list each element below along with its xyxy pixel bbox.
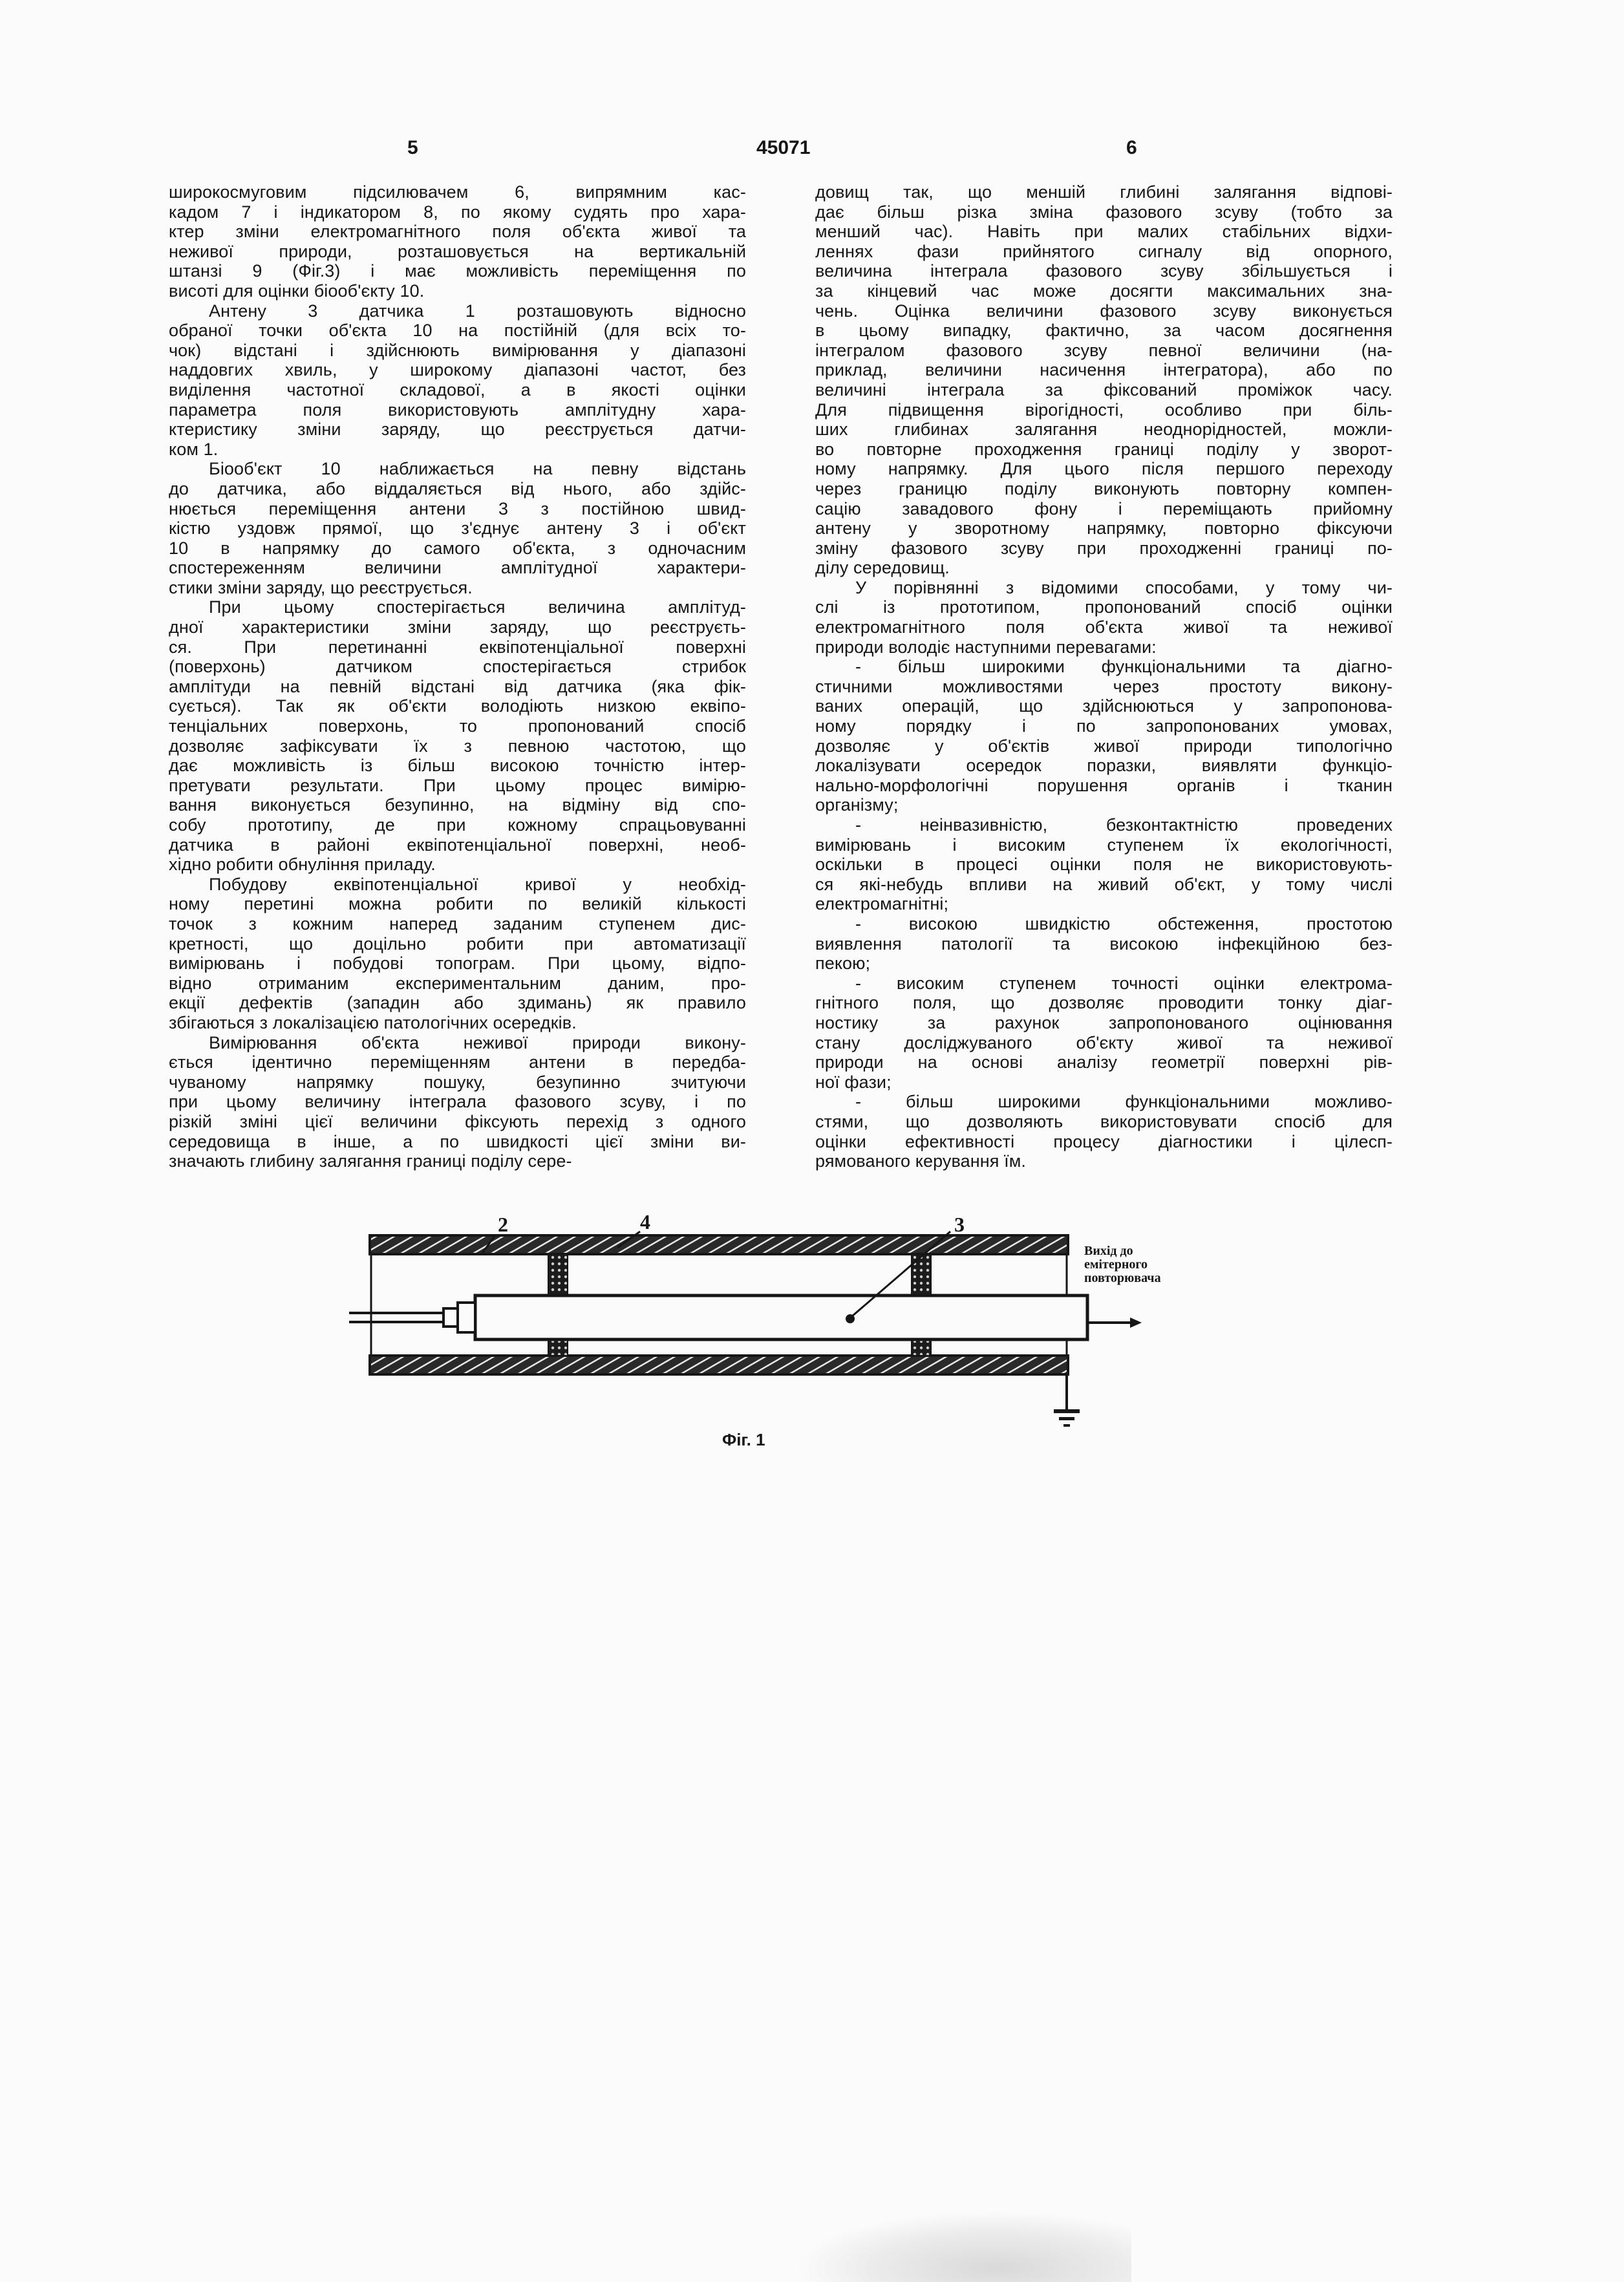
- text-line: Побудову еквіпотенціальної кривої у необхід-: [209, 874, 746, 894]
- label-insulator-4: 4: [640, 1210, 650, 1233]
- text-line: неживої природи, розташовується на вертикальній: [169, 241, 746, 261]
- text-line: оскільки в процесі оцінки поля не використовують-: [815, 855, 1393, 875]
- label-antenna-3: 3: [954, 1213, 965, 1236]
- text-line: через границю поділу виконують повторну компен-: [815, 478, 1393, 498]
- ground-icon: [1054, 1374, 1080, 1427]
- text-line: обраної точки об'єкта 10 на постійній (для всіх то-: [169, 321, 746, 341]
- figure-caption: Фіг. 1: [722, 1430, 765, 1449]
- text-line: - високою швидкістю обстеження, простотою: [855, 913, 1393, 933]
- text-line: нюється переміщення антени 3 з постійною швид-: [169, 498, 746, 518]
- text-line: сується). Так як об'єкти володіють низкою еквіпо-: [169, 696, 746, 716]
- text-line: претувати результати. При цьому процес вимірю-: [169, 775, 746, 795]
- text-line: до датчика, або віддаляється від нього, або здійс-: [169, 478, 746, 498]
- text-line: пекою;: [815, 954, 871, 974]
- text-line: природи володіє наступними перевагами:: [815, 637, 1157, 657]
- text-line: зміну фазового зсуву при проходженні границі по-: [815, 538, 1393, 558]
- text-line: інтегралом фазового зсуву певної величини (на-: [815, 340, 1393, 360]
- text-line: датчика в районі еквіпотенціальної поверхні, необ-: [169, 835, 746, 855]
- text-line: рямованого керування їм.: [815, 1151, 1026, 1171]
- text-line: антену у зворотному напрямку, повторно фіксуючи: [815, 518, 1393, 539]
- text-line: (поверхонь) датчиком спостерігається стрибок: [169, 657, 746, 677]
- output-label-line: повторювача: [1084, 1271, 1161, 1285]
- text-line: чуваному напрямку пошуку, безупинно зчитуючи: [169, 1072, 746, 1092]
- page-number-left: 5: [407, 137, 418, 158]
- text-line: величина інтеграла фазового зсуву збільшується і: [815, 261, 1393, 281]
- text-line: організму;: [815, 795, 899, 815]
- text-line: У порівнянні з відомими способами, у тому чи-: [855, 577, 1393, 597]
- text-line: - неінвазивністю, безконтактністю проведених: [855, 815, 1393, 835]
- text-line: точок з кожним наперед заданим ступенем дис-: [169, 913, 746, 933]
- text-line: висоті для оцінки біооб'єкту 10.: [169, 281, 425, 301]
- text-line: вання виконується безупинно, на відміну від спо-: [169, 795, 746, 815]
- text-line: локалізувати осередок поразки, виявляти функціо-: [815, 756, 1393, 776]
- text-line: Для підвищення вірогідності, особливо при біль-: [815, 400, 1393, 420]
- text-line: електромагнітні;: [815, 894, 949, 914]
- text-line: ностику за рахунок запропонованого оцінювання: [815, 1012, 1393, 1032]
- text-line: ся які-небудь впливи на живий об'єкт, у тому числі: [815, 874, 1393, 894]
- text-line: сацію завадового фону і переміщають прийомну: [815, 498, 1393, 518]
- text-line: ших глибинах залягання неоднорідностей, можли-: [815, 420, 1393, 440]
- text-line: ної фази;: [815, 1072, 892, 1092]
- text-line: в цьому випадку, фактично, за часом досягнення: [815, 321, 1393, 341]
- text-line: різкій зміні цієї величини фіксують перехід з одного: [169, 1111, 746, 1131]
- text-line: приклад, величини насичення інтегратора), або по: [815, 360, 1393, 380]
- text-line: тенціальних поверхонь, то пропонований спосіб: [169, 716, 746, 736]
- text-line: во повторне проходження границі поділу у зворот-: [815, 439, 1393, 459]
- text-line: вимірювань і високим ступенем їх екологічності,: [815, 835, 1393, 855]
- text-line: кістю уздовж прямої, що з'єднує антену 3 і об'єкт: [169, 518, 746, 539]
- text-line: екції дефектів (западин або здимань) як правило: [169, 993, 746, 1013]
- text-line: збігаються з локалізацією патологічних осередків.: [169, 1012, 577, 1032]
- text-line: значають глибину залягання границі поділу сере-: [169, 1151, 572, 1171]
- text-line: середовища в інше, а по швидкості цієї зміни ви-: [169, 1131, 746, 1151]
- text-line: дозволяє у об'єктів живої природи типологічно: [815, 736, 1393, 756]
- text-line: ному порядку і по запропонованих умовах,: [815, 716, 1393, 736]
- text-line: хідно робити обнуління приладу.: [169, 855, 436, 875]
- text-line: менший час). Навіть при малих стабільних відхи-: [815, 222, 1393, 242]
- text-line: виділення частотної складової, а в якості оцінки: [169, 379, 746, 400]
- text-line: 10 в напрямку до самого об'єкта, з одночасним: [169, 538, 746, 558]
- text-line: спостереженням величини амплітудної характери-: [169, 558, 746, 578]
- text-line: гнітного поля, що дозволяє проводити тонку діаг-: [815, 993, 1393, 1013]
- text-line: величині інтеграла за фіксований проміжок часу.: [815, 379, 1393, 400]
- output-arrow-icon: [1087, 1317, 1142, 1328]
- output-label-line: Вихід до: [1084, 1244, 1133, 1258]
- text-line: Вимірювання об'єкта неживої природи викону-: [209, 1032, 746, 1052]
- text-line: відно отриманим експериментальним даним, про-: [169, 973, 746, 993]
- text-line: наддовгих хвиль, у широкому діапазоні частот, без: [169, 360, 746, 380]
- text-line: стичними можливостями через простоту викону-: [815, 676, 1393, 696]
- patent-number: 45071: [756, 137, 811, 158]
- text-line: природи на основі аналізу геометрії поверхні рів-: [815, 1052, 1393, 1072]
- output-label: [1084, 1244, 1161, 1285]
- text-line: ктер зміни електромагнітного поля об'єкта живої та: [169, 222, 746, 242]
- text-line: ся. При перетинанні еквіпотенціальної поверхні: [169, 637, 746, 657]
- antenna-3: [349, 1296, 1087, 1339]
- text-line: слі із прототипом, пропонований спосіб оцінки: [815, 597, 1393, 617]
- text-line: за кінцевий час може досягти максимальних зна-: [815, 281, 1393, 301]
- text-line: дає більш різка зміна фазового зсуву (тобто за: [815, 202, 1393, 222]
- text-line: собу прототипу, де при кожному спрацьовуванні: [169, 815, 746, 835]
- text-line: - більш широкими функціональними можливо-: [855, 1092, 1393, 1112]
- text-line: вимірювань і побудові топограм. При цьому, відпо-: [169, 954, 746, 974]
- text-line: чок) відстані і здійснюють вимірювання у діапазоні: [169, 340, 746, 360]
- text-line: ваних операцій, що здійснюються у запропонова-: [815, 696, 1393, 716]
- text-line: кадом 7 і індикатором 8, по якому судять про хара-: [169, 202, 746, 222]
- text-line: дає можливість із більш високою точністю інтер-: [169, 756, 746, 776]
- text-line: ному напрямку. Для цього після першого переходу: [815, 459, 1393, 479]
- text-line: стики зміни заряду, що реєструється.: [169, 577, 473, 597]
- text-line: електромагнітного поля об'єкта живої та неживої: [815, 617, 1393, 637]
- text-line: Біооб'єкт 10 наближається на певну відстань: [209, 459, 746, 479]
- text-line: параметра поля використовують амплітудну хара-: [169, 400, 746, 420]
- text-line: ділу середовищ.: [815, 558, 950, 578]
- text-line: ється ідентично переміщенням антени в передба-: [169, 1052, 746, 1072]
- text-line: ному перетині можна робити по великій кількості: [169, 894, 746, 914]
- text-line: - більш широкими функціональними та діагно-: [855, 657, 1393, 677]
- text-line: ктеристику зміни заряду, що реєструється датчи-: [169, 420, 746, 440]
- text-line: оцінки ефективності процесу діагностики і цілесп-: [815, 1131, 1393, 1151]
- text-line: При цьому спостерігається величина амплітуд-: [209, 597, 746, 617]
- text-line: амплітуди на певній відстані від датчика (яка фік-: [169, 676, 746, 696]
- text-line: Антену 3 датчика 1 розташовують відносно: [209, 301, 746, 321]
- text-line: довищ так, що меншій глибині залягання відпові-: [815, 182, 1393, 202]
- page-number-right: 6: [1126, 137, 1137, 158]
- text-line: нально-морфологічні порушення органів і тканин: [815, 775, 1393, 795]
- output-label-line: емітерного: [1084, 1257, 1148, 1272]
- label-housing-2: 2: [498, 1213, 508, 1236]
- text-line: дозволяє зафіксувати їх з певною частотою, що: [169, 736, 746, 756]
- scan-smudge: [795, 2211, 1131, 2282]
- text-line: дної характеристики зміни заряду, що реєструєть-: [169, 617, 746, 637]
- text-line: стану досліджуваного об'єкту живої та неживої: [815, 1032, 1393, 1052]
- text-line: широкосмуговим підсилювачем 6, випрямним кас-: [169, 182, 746, 202]
- text-line: ком 1.: [169, 439, 219, 459]
- text-line: чень. Оцінка величини фазового зсуву виконується: [815, 301, 1393, 321]
- text-line: при цьому величину інтеграла фазового зсуву, і по: [169, 1092, 746, 1112]
- text-line: кретності, що доцільно робити при автоматизації: [169, 933, 746, 954]
- text-line: леннях фази прийнятого сигналу від опорного,: [815, 241, 1393, 261]
- text-line: стями, що дозволяють використовувати спосіб для: [815, 1111, 1393, 1131]
- text-line: виявлення патології та високою інфекційною без-: [815, 933, 1393, 954]
- text-line: штанзі 9 (Фіг.3) і має можливість переміщення по: [169, 261, 746, 281]
- text-line: - високим ступенем точності оцінки електрома-: [855, 973, 1393, 993]
